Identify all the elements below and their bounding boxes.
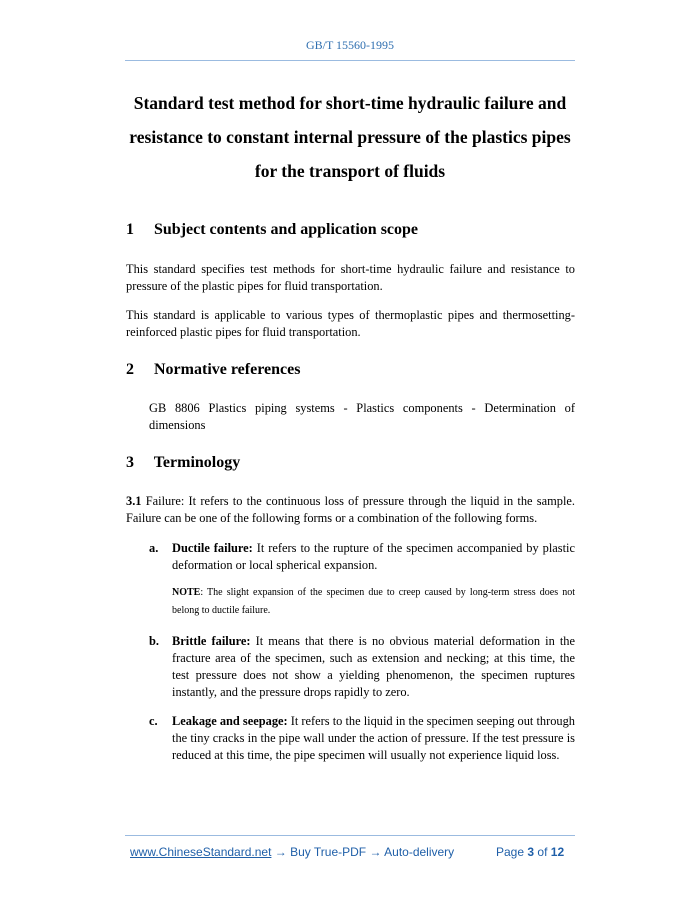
- normative-reference: GB 8806 Plastics piping systems - Plastics components - Determination of dimensions: [149, 401, 575, 432]
- list-item-term: Brittle failure:: [172, 634, 251, 648]
- section-2-title: Normative references: [154, 361, 301, 378]
- list-item-letter: a.: [149, 541, 159, 555]
- clause-3-1-text: Failure: It refers to the continuous loss of pressure through the liquid in the sample. Failure can be one of the following forms or a combination of the following forms.: [126, 494, 575, 525]
- list-item: [149, 713, 575, 764]
- title-line-1: Standard test method for short-time hydraulic failure and: [133, 93, 567, 113]
- footer-rule: [125, 835, 575, 836]
- clause-3-1-number: 3.1: [126, 494, 142, 508]
- title-line-3: for the transport of fluids: [254, 161, 446, 181]
- list-item-text: It refers to the liquid in the specimen seeping out through the tiny cracks in the pipe wall under the action of pressure. If the test pressure is reduced at this time, the pipe specimen will usually not experience liquid loss.: [172, 714, 575, 762]
- list-item-term: Ductile failure:: [172, 541, 253, 555]
- section-1-paragraph-1: This standard specifies test methods for short-time hydraulic failure and resistance to pressure of the plastic pipes for fluid transportation.: [126, 262, 575, 293]
- list-item: [149, 540, 575, 574]
- clause-3-1: [126, 493, 575, 527]
- list-item-text: It means that there is no obvious material deformation in the fracture area of the specimen, such as extension and necking; at this time, the test pressure does not show a yielding phenomenon, the specimen ruptures instantly, and the pressure drops rapidly to zero.: [172, 634, 576, 699]
- page-indicator: [496, 845, 564, 859]
- list-item-term: Leakage and seepage:: [172, 714, 288, 728]
- footer-links: [130, 845, 454, 859]
- section-3-number: 3: [126, 454, 134, 471]
- note-label: NOTE: [172, 587, 201, 598]
- list-item-letter: c.: [149, 714, 158, 728]
- section-3-heading: [126, 454, 240, 472]
- page-total: 12: [550, 845, 565, 859]
- section-1-heading: [126, 221, 418, 239]
- section-1-paragraph-2: This standard is applicable to various types of thermoplastic pipes and thermosetting-reinforced plastic pipes for fluid transportation.: [126, 308, 575, 339]
- section-3-title: Terminology: [153, 454, 241, 471]
- auto-delivery-text: Auto-delivery: [384, 845, 455, 859]
- note: [172, 584, 575, 620]
- running-header: GB/T 15560-1995: [305, 38, 395, 52]
- document-title: [110, 86, 590, 188]
- page-of: of: [537, 845, 548, 859]
- website-link[interactable]: www.ChineseStandard.net: [130, 845, 272, 859]
- section-1-title: Subject contents and application scope: [154, 221, 419, 238]
- title-line-2: resistance to constant internal pressure of the plastics pipes: [129, 127, 571, 147]
- arrow-icon: →: [366, 845, 385, 859]
- arrow-icon: →: [271, 845, 291, 859]
- buy-pdf-link[interactable]: Buy True-PDF: [290, 845, 367, 859]
- list-item: [149, 633, 575, 701]
- page-current: 3: [527, 845, 535, 859]
- page-label: Page: [496, 845, 525, 859]
- list-item-letter: b.: [149, 634, 159, 648]
- note-text: : The slight expansion of the specimen due to creep caused by long-term stress does not belong to ductile failure.: [172, 587, 575, 616]
- list-item-text: It refers to the rupture of the specimen accompanied by plastic deformation or local spherical expansion.: [172, 541, 575, 572]
- section-1-number: 1: [126, 221, 134, 238]
- section-2-heading: [126, 361, 300, 379]
- header-rule: [125, 60, 575, 61]
- section-2-number: 2: [126, 361, 134, 378]
